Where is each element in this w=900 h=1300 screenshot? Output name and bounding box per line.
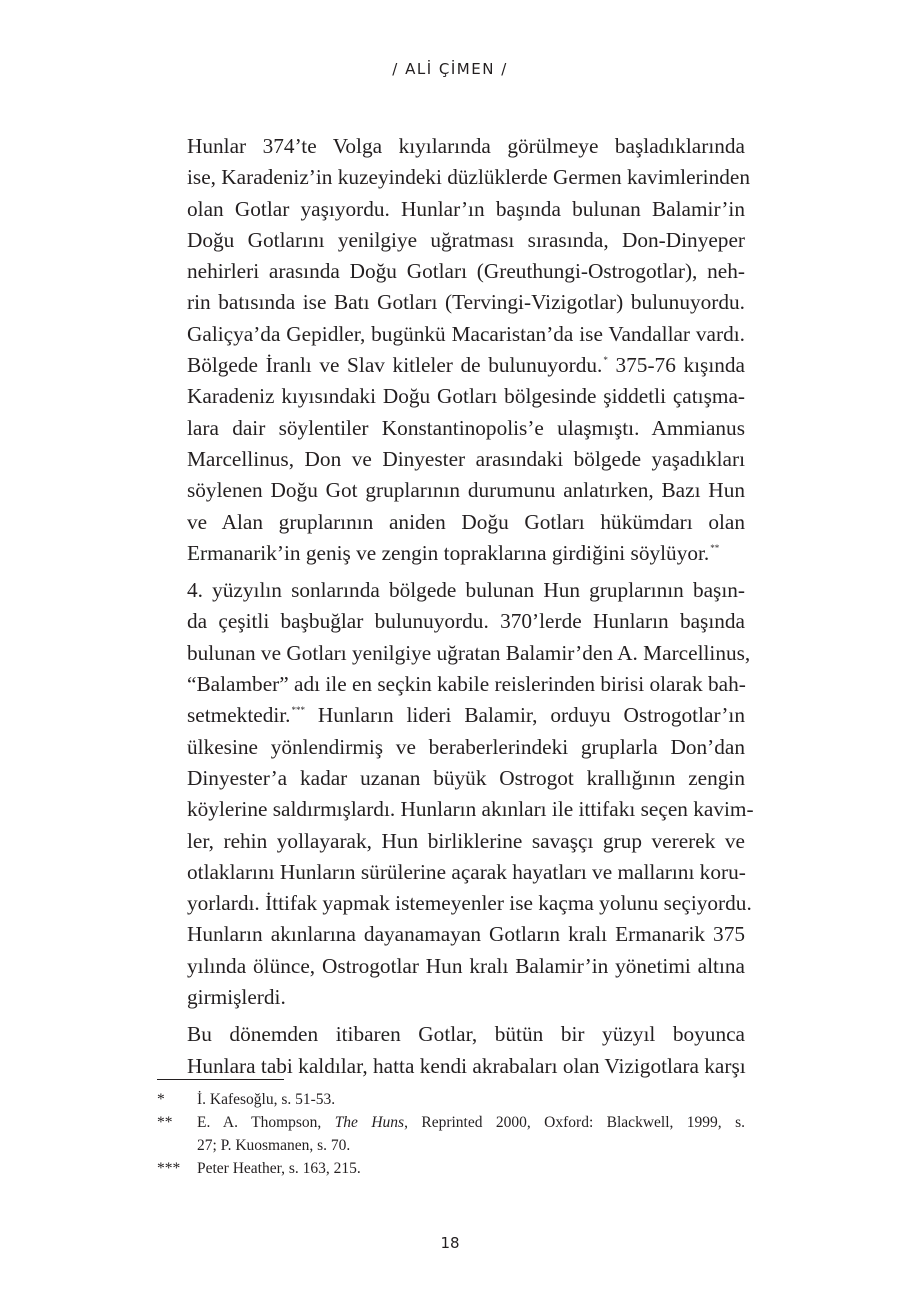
text-segment: 375-76 kışında (607, 353, 745, 378)
text-line: ise, Karadeniz’in kuzeyindeki düzlüklerde Germen kavimlerinden (187, 165, 750, 190)
text-line (157, 700, 745, 731)
text-line: bulunan ve Gotları yenilgiye uğratan Balamir’den A. Marcellinus, (187, 640, 751, 665)
text-segment: Ermanarik’in geniş ve zengin topraklarına girdiğini söylüyor. (187, 540, 710, 565)
footnote-1 (157, 1088, 745, 1111)
text-line: nehirleri arasında Doğu Gotları (Greuthungi-Ostrogotlar), neh- (187, 259, 745, 284)
text-line: 27; P. Kuosmanen, s. 70. (197, 1137, 351, 1154)
text-line: girmişlerdi. (187, 985, 286, 1010)
text-line: ler, rehin yollayarak, Hun birliklerine savaşçı grup vererek ve (187, 828, 745, 853)
text-segment: Hunların lideri Balamir, orduyu Ostrogotlar’ın (305, 703, 745, 728)
text-line: Marcellinus, Don ve Dinyester arasındaki bölgede yaşadıkları (187, 446, 745, 471)
footnote-text (197, 1111, 745, 1157)
text-line: Karadeniz kıyısındaki Doğu Gotları bölgesinde şiddetli çatışma- (187, 384, 745, 409)
footnote-3 (157, 1157, 745, 1180)
body-text (157, 131, 754, 1082)
text-segment: , Reprinted 2000, Oxford: Blackwell, 1999, s. (404, 1114, 745, 1131)
text-line: ve Alan gruplarının aniden Doğu Gotları hükümdarı olan (187, 509, 745, 534)
text-line: yılında ölünce, Ostrogotlar Hun kralı Balamir’in yönetimi altına (187, 953, 745, 978)
text-line: Hunlar 374’te Volga kıyılarında görülmeye başladıklarında (187, 134, 745, 158)
text-segment: E. A. Thompson, (197, 1114, 335, 1131)
text-segment: setmektedir. (187, 703, 291, 728)
text-line: rin batısında ise Batı Gotları (Tervingi-Vizigotlar) bulunuyordu. (187, 290, 745, 315)
text-line: “Balamber” adı ile en seçkin kabile reislerinden birisi olarak bah- (187, 672, 746, 697)
text-segment: Bölgede İranlı ve Slav kitleler de bulunuyordu. (187, 353, 603, 378)
text-line: Hunların akınlarına dayanamayan Gotların kralı Ermanarik 375 (187, 922, 745, 947)
footnote-divider (157, 1079, 284, 1080)
footnote-marker: * (157, 1091, 165, 1108)
text-line: yorlardı. İttifak yapmak istemeyenler ise kaçma yolunu seçiyordu. (187, 891, 752, 916)
text-line: olan Gotlar yaşıyordu. Hunlar’ın başında bulunan Balamir’in (187, 196, 745, 221)
book-title: The Huns (334, 1114, 405, 1131)
text-line: da çeşitli başbuğlar bulunuyordu. 370’lerde Hunların başında (187, 609, 745, 634)
text-line: Hunlara tabi kaldılar, hatta kendi akrabaları olan Vizigotlara karşı (187, 1053, 746, 1078)
text-line: söylenen Doğu Got gruplarının durumunu anlatırken, Bazı Hun (187, 478, 745, 503)
paragraph-2 (157, 575, 754, 1013)
text-line: Doğu Gotlarını yenilgiye uğratması sırasında, Don-Dinyeper (187, 227, 745, 252)
text-line: otlaklarını Hunların sürülerine açarak hayatları ve mallarını koru- (187, 859, 746, 884)
text-line: Dinyester’a kadar uzanan büyük Ostrogot krallığının zengin (187, 765, 745, 790)
text-line: 4. yüzyılın sonlarında bölgede bulunan Hun gruplarının başın- (187, 578, 745, 603)
footnote-text: İ. Kafesoğlu, s. 51-53. (197, 1091, 336, 1108)
footnote-2 (157, 1111, 745, 1157)
text-line: lara dair söylentiler Konstantinopolis’e ulaşmıştı. Ammianus (187, 415, 745, 440)
footnote-ref[interactable]: ** (710, 542, 720, 553)
page-number: 18 (440, 1234, 460, 1252)
footnote-ref[interactable]: *** (291, 705, 305, 716)
text-line: Bu dönemden itibaren Gotlar, bütün bir yüzyıl boyunca (187, 1022, 745, 1047)
footnote-ref[interactable]: * (603, 355, 608, 366)
text-line (197, 1111, 745, 1134)
text-line (157, 350, 745, 381)
text-line (157, 538, 745, 569)
text-line: ülkesine yönlendirmiş ve beraberlerindeki gruplarla Don’dan (187, 734, 745, 759)
paragraph-1 (157, 131, 750, 569)
footnotes (157, 1088, 745, 1180)
paragraph-3 (157, 1019, 745, 1082)
footnote-marker: ** (157, 1114, 173, 1131)
footnote-marker: *** (157, 1160, 181, 1177)
text-line: köylerine saldırmışlardı. Hunların akınları ile ittifakı seçen kavim- (187, 797, 754, 822)
text-line: Galiçya’da Gepidler, bugünkü Macaristan’da ise Vandallar vardı. (187, 321, 745, 346)
running-header: / ALİ ÇİMEN / (392, 60, 508, 78)
footnote-text: Peter Heather, s. 163, 215. (197, 1160, 361, 1177)
